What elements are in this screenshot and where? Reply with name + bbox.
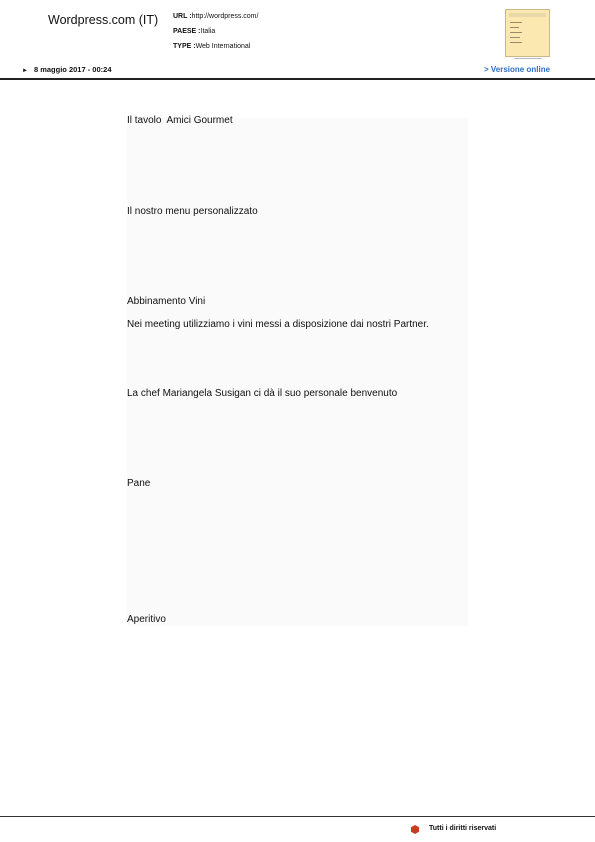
caption-aperitivo: Aperitivo [127,614,166,625]
caption-pane: Pane [127,478,151,489]
type-value: Web International [195,43,251,50]
date-text: 8 maggio 2017 - 00:24 [33,65,112,74]
country-label: PAESE : [173,28,201,35]
bullet-icon: ► [22,68,28,74]
footer-divider [0,816,595,817]
url-row [173,9,258,24]
article-body [127,118,468,626]
country-row [173,24,258,39]
type-row [173,39,258,54]
online-version-link[interactable]: > Versione online [484,65,551,74]
site-title: Wordpress.com (IT) [48,13,159,27]
url-value: http://wordpress.com/ [191,13,259,20]
caption-tavolo: Il tavolo Amici Gourmet [127,115,233,126]
caption-vini: Abbinamento Vini [127,296,206,307]
caption-menu: Il nostro menu personalizzato [127,206,258,217]
paragraph-vini: Nei meeting utilizziamo i vini messi a disposizione dai nostri Partner. [127,319,429,330]
type-label: TYPE : [173,43,196,50]
source-metadata [173,9,258,54]
publish-date [22,65,112,74]
caption-chef: La chef Mariangela Susigan ci dà il suo personale benvenuto [127,388,398,399]
page-thumbnail[interactable] [505,9,550,57]
copyright-text: Tutti i diritti riservati [429,825,497,832]
cube-icon [411,825,419,834]
header-divider [0,78,595,80]
url-label: URL : [173,13,192,20]
country-value: Italia [200,28,216,35]
